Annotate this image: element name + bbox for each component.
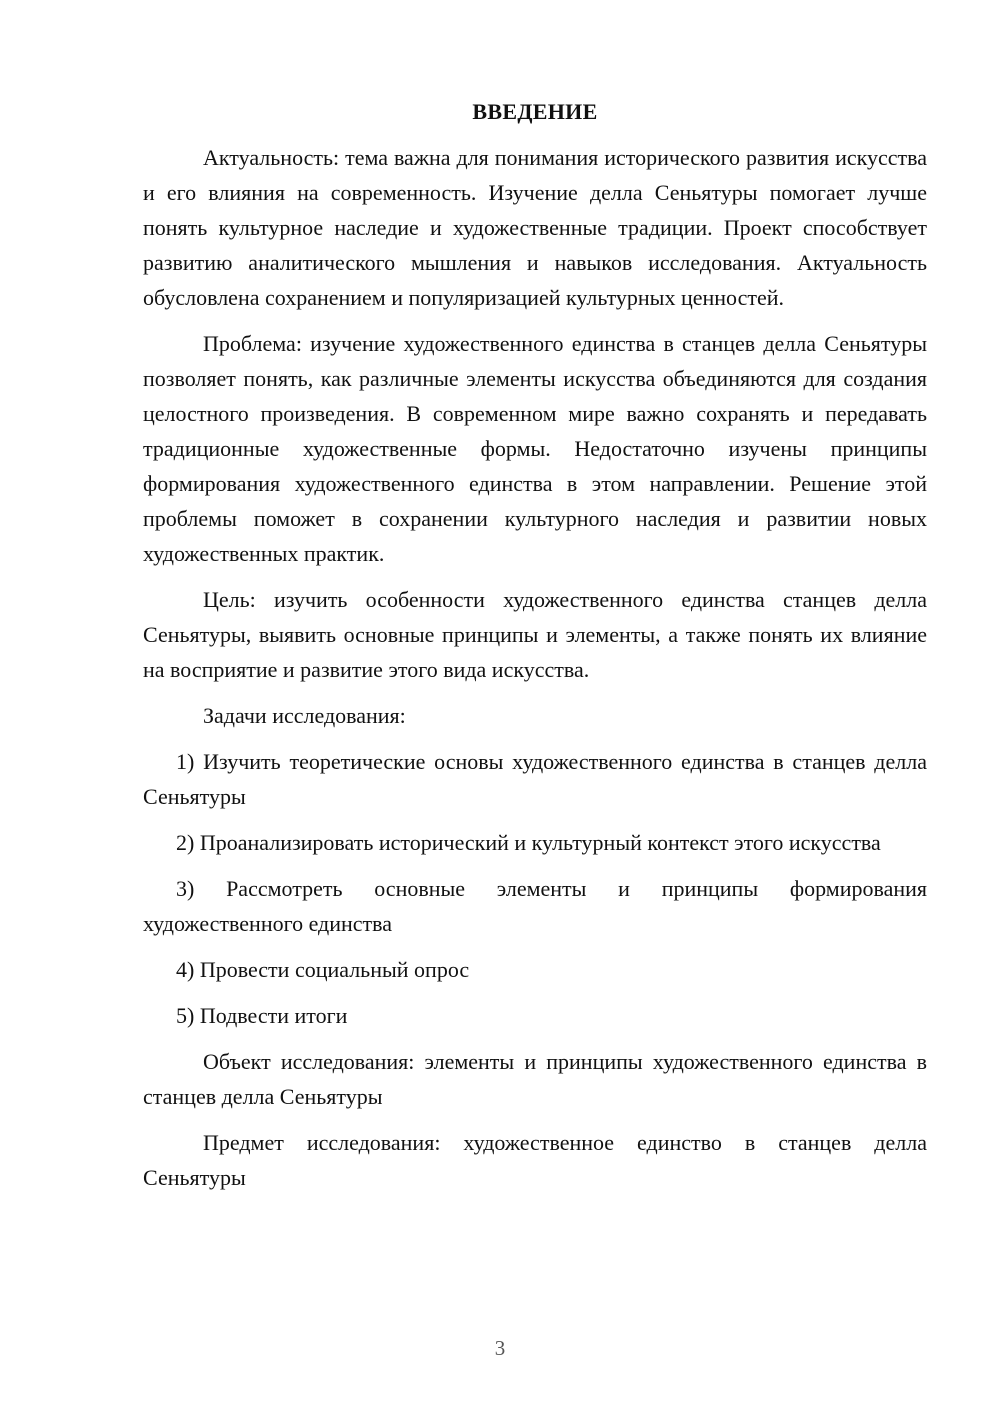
problem-paragraph: Проблема: изучение художественного единства в станцев делла Сеньятуры позволяет понять, как различные элементы искусства объединяются для создания целостного произведения. В современном мире важно сохранять и передавать традиционные художественные формы. Недостаточно изучены принципы формирования художественного единства в этом направлении. Решение этой проблемы поможет в сохранении культурного наследия и развитии новых художественных практик.: [143, 331, 927, 566]
task-item-5: 5) Подвести итоги: [176, 1003, 348, 1028]
object-paragraph: Объект исследования: элементы и принципы художественного единства в станцев делла Сеньятуры: [143, 1049, 927, 1109]
page-number: 3: [494, 1336, 506, 1360]
section-title: ВВЕДЕНИЕ: [472, 99, 598, 124]
document-page: [143, 94, 927, 1206]
task-item-1: 1) Изучить теоретические основы художественного единства в станцев делла Сеньятуры: [143, 749, 927, 809]
task-item-4: 4) Провести социальный опрос: [176, 957, 470, 982]
goal-paragraph: Цель: изучить особенности художественного единства станцев делла Сеньятуры, выявить основные принципы и элементы, а также понять их влияние на восприятие и развитие этого вида искусства.: [143, 587, 927, 682]
tasks-heading: Задачи исследования:: [203, 703, 406, 728]
task-item-2: 2) Проанализировать исторический и культурный контекст этого искусства: [176, 830, 881, 855]
relevance-paragraph: Актуальность: тема важна для понимания исторического развития искусства и его влияния на современность. Изучение делла Сеньятуры помогает лучше понять культурное наследие и художественные традиции. Проект способствует развитию аналитического мышления и навыков исследования. Актуальность обусловлена сохранением и популяризацией культурных ценностей.: [143, 145, 927, 310]
subject-paragraph: Предмет исследования: художественное единство в станцев делла Сеньятуры: [143, 1130, 927, 1190]
task-item-3: 3) Рассмотреть основные элементы и принципы формирования художественного единства: [143, 876, 927, 936]
